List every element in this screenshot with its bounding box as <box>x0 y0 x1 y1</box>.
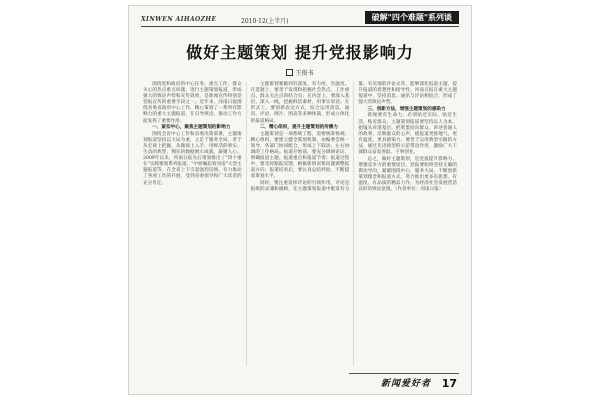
footer-magazine-name: 新闻爱好者 <box>380 379 431 389</box>
article-author <box>129 68 471 77</box>
body-paragraph: 总之，做好主题策划，是党报提升影响力、增强竞争力的重要途径。党报要始终坚持正确的舆论导向，紧紧围绕中心、服务大局，不断创新策划理念和报道方式，努力推出更多有思想、有温度、有品质的精品力作，为经济社会发展营造良好的舆论氛围。（作者单位：河南日报） <box>358 156 457 193</box>
page-number: 17 <box>441 377 457 390</box>
section-heading: 一、紧扣中心，聚焦主题策划的影响力 <box>152 125 231 131</box>
author-name: 王俊书 <box>295 70 314 77</box>
section-heading: 二、精心组织，提升主题策划的传播力 <box>259 125 338 131</box>
body-paragraph: 主题策划是一项系统工程，需要统筹协调、精心组织。要建立健全策划机制，由编委会统一领导，各部门协同配合，形成上下联动、左右协调的工作格局。报道开始前，要充分调研论证，明确报道主题、报道重点和报道节奏；报道过程中，要及时跟踪反馈，根据新情况新问题调整报道方向；报道结束后，要认真总结经验，不断提高策划水平。 <box>250 131 350 180</box>
header-divider <box>141 26 459 27</box>
body-paragraph: 同时，要注重发挥评论的引领作用。评论是报纸的灵魂和旗帜，在主题策划报道中配发有分量、有见地的评论文章，能够深化报道主题，提升报道的思想性和指导性。河南日报在重大主题报道中，坚持消息、通讯与评论相结合，形成了强大的舆论声势。 <box>250 82 457 193</box>
article-body <box>143 82 457 366</box>
section-heading: 三、创新方法，增强主题策划的感染力 <box>367 106 446 112</box>
body-paragraph: 围绕党和政府的中心任务、重点工作，群众关心的热点难点问题，进行主题策划报道，形成强大的舆论声势和宣传效果，是新闻宣传特别是党报宣传的重要手段之一。近年来，河南日报围绕省委省政府中心工作，精心策划了一系列有影响力的重大主题报道，在引导舆论、推动工作方面发挥了重要作用。 <box>143 82 242 124</box>
header-column-tag: 破解"四个难题"系列谈 <box>365 11 459 24</box>
header-magazine-pinyin: XINWEN AIHAOZHE <box>141 16 217 23</box>
body-paragraph: 新闻要有生命力，必须贴近实际、贴近生活、贴近群众。主题策划报道要坚持以人为本，把镜头对准基层，把笔墨投向群众，讲述普通人的故事，反映群众的心声，使报道更接地气、更有温度、更具感染力。要善于运用典型引路的方法，通过先进典型的示范带动作用，激励广大干部群众奋发进取、干事创业。 <box>358 113 457 156</box>
magazine-page <box>128 5 472 395</box>
body-paragraph: 主题策划要做到有深度、有力度、有温度。在选题上，要善于发现和把握社会热点、工作重点、群众关注点的结合点；在内容上，要深入基层、深入一线，挖掘鲜活素材，用事实说话；在形式上，要创新表达方式，综合运用消息、通讯、评论、图片、图表等多种体裁，形成立体化的报道格局。 <box>250 82 350 124</box>
footer-divider <box>349 373 459 374</box>
header-issue: 2010·12(上半月) <box>241 18 289 25</box>
author-box-icon <box>286 69 293 76</box>
article-title: 做好主题策划 提升党报影响力 <box>186 43 414 62</box>
body-paragraph: 围绕全省中心工作和省委决策部署，主题策划报道坚持以大局为重，立足于服务全局，善于从宏观上把握，从微观上入手，用鲜活的事实、生动的典型、翔实的数据展示成就、凝聚人心。2009年以来，河南日报先后策划推出了"四个重在"实践要领系列报道、"中原崛起看河南"大型主题报道等，在全省上下引起强烈反响，有力推动了各项工作的开展，受到省委领导和广大读者的充分肯定。 <box>143 131 242 186</box>
